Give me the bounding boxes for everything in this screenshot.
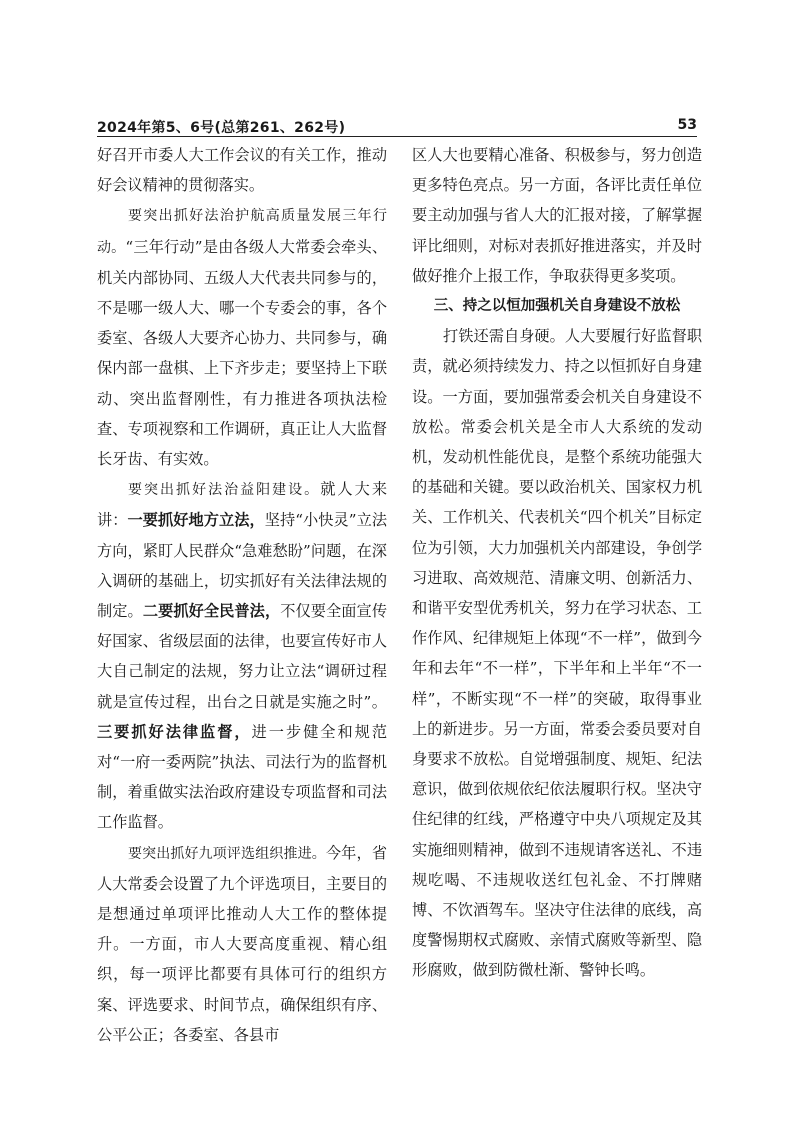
- bold-point: 二要抓好全民普法，: [142, 602, 281, 621]
- paragraph: 要突出抓好法治护航高质量发展三年行动。“三年行动”是由各级人大常委会牵头、机关内部协同、五级人大代表共同参与的，不是哪一级人大、哪一个专委会的事，各个委室、各级人大要齐心协力、共同参与，确保内部一盘棋、上下齐步走；要坚持上下联动、突出监督刚性，有力推进各项执法检查、专项视察和工作调研，真正让人大监督长牙齿、有实效。: [97, 208, 388, 469]
- section-heading: 三、持之以恒加强机关自身建设不放松: [433, 298, 681, 315]
- paragraph: 区人大也要精心准备、积极参与，努力创造更多特色亮点。另一方面，各评比责任单位要主动加强与省人大的汇报对接，了解掌握评比细则，对标对表抓好推进落实，并及时做好推介上报工作，争取获得更多奖项。: [412, 146, 702, 285]
- paragraph: 好召开市委人大工作会议的有关工作，推动好会议精神的贯彻落实。: [97, 146, 387, 195]
- paragraph: 要突出抓好九项评选组织推进。今年，省人大常委会设置了九个评选项目，主要目的是想通过单项评比推动人大工作的整体提升。一方面，市人大要高度重视、精心组织，每一项评比都要有具体可行的组织方案、评选要求、时间节点，确保组织有序、公平公正；各委室、各县市: [97, 843, 388, 1044]
- issue-number: 2024年第5、6号(总第261、262号): [97, 120, 346, 136]
- page-header: [97, 114, 697, 137]
- right-column: [412, 140, 702, 986]
- paragraph-lead: 要突出抓好九项评选组织推进。: [128, 845, 326, 862]
- bold-point: 三要抓好法律监督，: [97, 722, 252, 741]
- bold-point: 一要抓好地方立法，: [127, 511, 265, 530]
- paragraph-lead: 要突出抓好法治护航高质量发展三年行动。: [97, 208, 387, 256]
- page-number: 53: [677, 117, 697, 133]
- left-column: [97, 140, 387, 1050]
- paragraph: 打铁还需自身硬。人大要履行好监督职责，就必须持续发力、持之以恒抓好自身建设。一方面，要加强常委会机关自身建设不放松。常委会机关是全市人大系统的发动机，发动机性能优良，是整个系统功能强大的基础和关键。要以政治机关、国家权力机关、工作机关、代表机关“四个机关”目标定位为引领，大力加强机关内部建设，争创学习进取、高效规范、清廉文明、创新活力、和谐平安型优秀机关，努力在学习状态、工作作风、纪律规矩上体现“不一样”，做到今年和去年“不一样”，下半年和上半年“不一样”，不断实现“不一样”的突破，取得事业上的新进步。另一方面，常委会委员要对自身要求不放松。自觉增强制度、规矩、纪法意识，做到依规依纪依法履职行权。坚决守住纪律的红线，严格遵守中央八项规定及其实施细则精神，做到不违规请客送礼、不违规吃喝、不违规收送红包礼金、不打牌赌博、不饮酒驾车。坚决守住法律的底线，高度警惕期权式腐败、亲情式腐败等新型、隐形腐败，做到防微杜渐、警钟长鸣。: [412, 327, 702, 980]
- paragraph-lead: 要突出抓好法治益阳建设。: [128, 482, 321, 499]
- paragraph: 要突出抓好法治益阳建设。就人大来讲：一要抓好地方立法，坚持“小快灵”立法方向，紧盯人民群众“急难愁盼”问题，在深入调研的基础上，切实抓好有关法律法规的制定。二要抓好全民普法，不仅要全面宣传好国家、省级层面的法律，也要宣传好市人大自己制定的法规，努力让立法“调研过程就是宣传过程，出台之日就是实施之时”。三要抓好法律监督，进一步健全和规范对“一府一委两院”执法、司法行为的监督机制，着重做实法治政府建设专项监督和司法工作监督。: [97, 480, 388, 832]
